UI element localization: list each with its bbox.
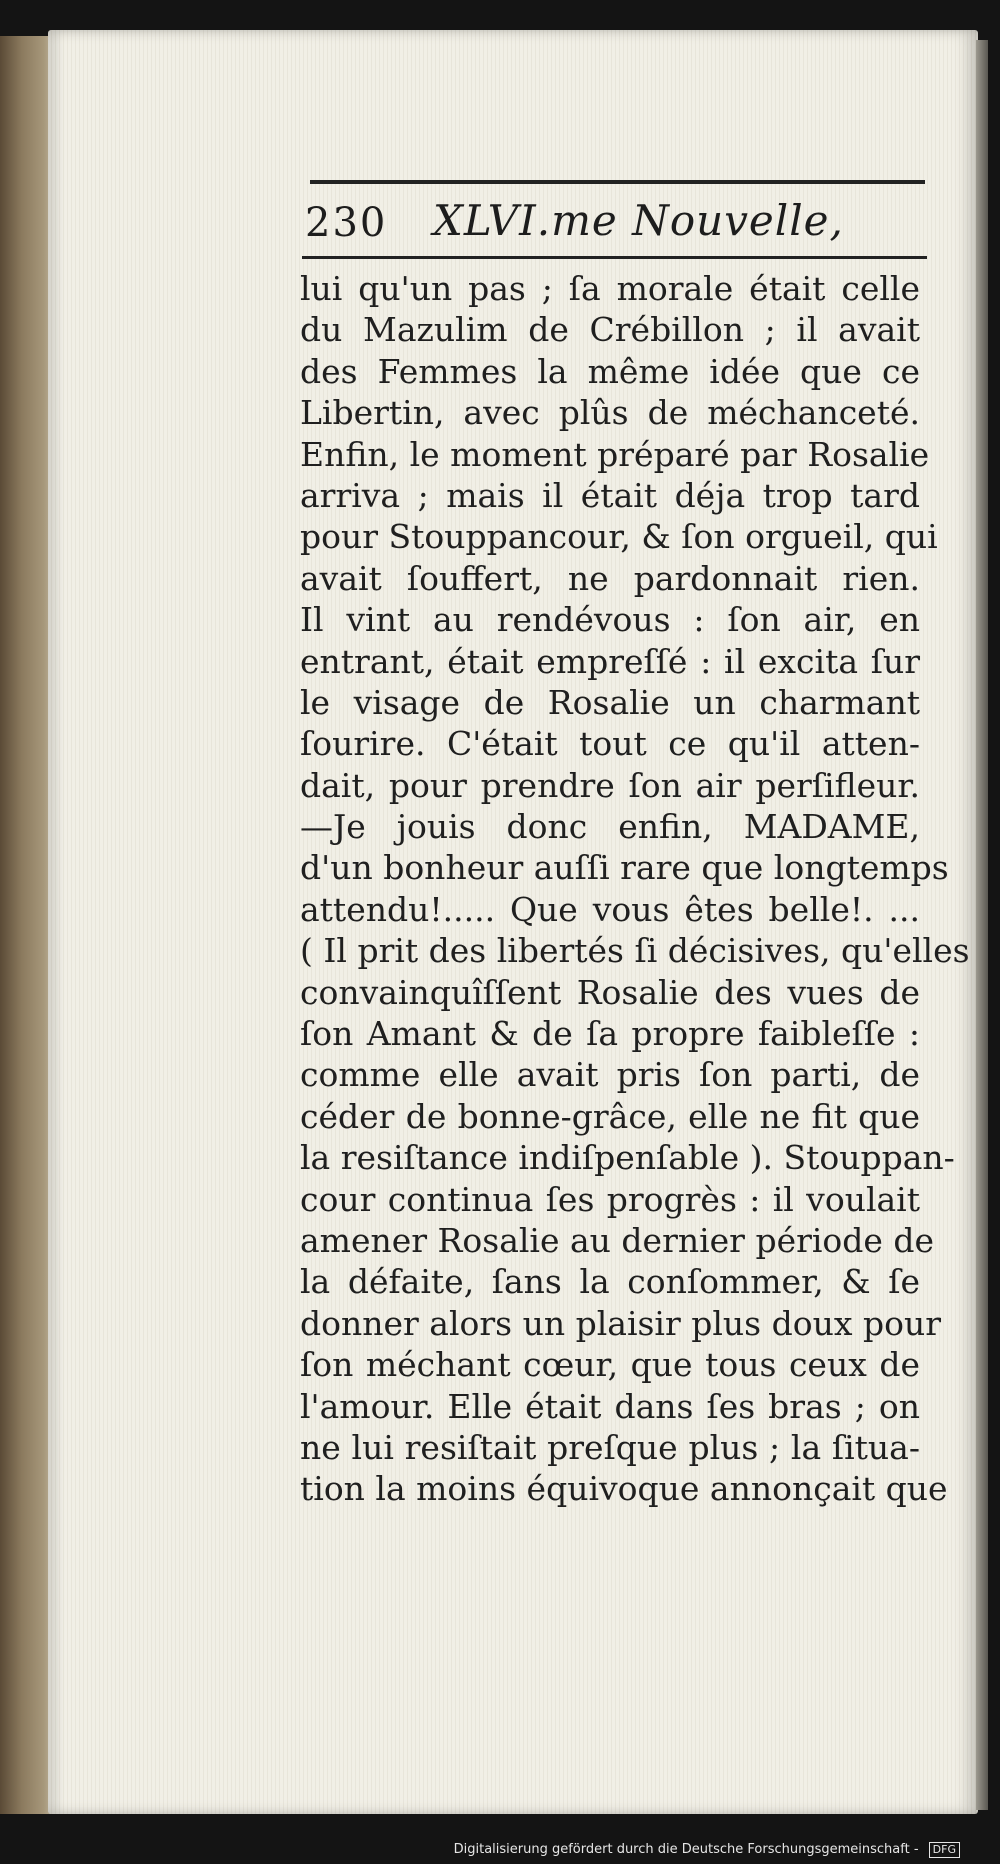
text-line: tion la moins équivoque annonçait que	[300, 1469, 948, 1509]
header-rule-bottom	[302, 256, 927, 259]
text-line: d'un bonheur auſſi rare que longtemps	[300, 848, 949, 888]
text-line: des Femmes la même idée que ce	[300, 351, 920, 391]
text-line: ſon méchant cœur, que tous ceux de	[300, 1345, 920, 1385]
text-line: dait, pour prendre ſon air perſifleur.	[300, 765, 920, 805]
text-line: ſourire. C'était tout ce qu'il atten-	[300, 724, 920, 764]
text-line: cour continua ſes progrès : il voulait	[300, 1179, 920, 1219]
digitization-credit	[454, 1842, 960, 1858]
header-rule-top	[310, 180, 925, 184]
text-line: amener Rosalie au dernier période de	[300, 1220, 935, 1260]
body-text	[300, 268, 970, 1510]
page-edge	[976, 40, 988, 1810]
text-line: Il vint au rendévous : ſon air, en	[300, 600, 920, 640]
text-line: la resiſtance indiſpenſable ). Stouppan-	[300, 1138, 955, 1178]
text-line: entrant, était empreſſé : il excita ſur	[300, 641, 920, 681]
text-line: ne lui resiſtait preſque plus ; la ſitua-	[300, 1427, 920, 1467]
text-line: ſon Amant & de ſa propre faibleſſe :	[300, 1014, 920, 1054]
text-line: céder de bonne-grâce, elle ne fit que	[300, 1096, 920, 1136]
text-line: —Je jouis donc enfin, MADAME,	[300, 807, 920, 847]
running-title: XLVI.me Nouvelle,	[433, 196, 844, 245]
text-line: donner alors un plaisir plus doux pour	[300, 1303, 941, 1343]
text-line: du Mazulim de Crébillon ; il avait	[300, 310, 920, 350]
text-line: Enfin, le moment préparé par Rosalie	[300, 434, 930, 474]
credit-text: Digitalisierung gefördert durch die Deutsche Forschungsgemeinschaft -	[453, 1842, 919, 1857]
text-line: comme elle avait pris ſon parti, de	[300, 1055, 920, 1095]
text-line: l'amour. Elle était dans ſes bras ; on	[300, 1386, 920, 1426]
page-header	[305, 196, 925, 254]
dfg-logo: DFG	[929, 1842, 960, 1858]
text-line: le visage de Rosalie un charmant	[300, 682, 920, 722]
text-line: lui qu'un pas ; ſa morale était celle	[300, 269, 920, 308]
text-line: arriva ; mais il était déja trop tard	[300, 475, 920, 515]
text-line: avait ſouffert, ne pardonnait rien.	[300, 558, 920, 598]
text-line: attendu!..... Que vous êtes belle!. ...	[300, 889, 920, 929]
text-line: Libertin, avec plûs de méchanceté.	[300, 393, 920, 433]
text-line: la défaite, ſans la conſommer, & ſe	[300, 1262, 920, 1302]
text-line: pour Stouppancour, & ſon orgueil, qui	[300, 517, 938, 557]
page-number: 230	[305, 200, 388, 246]
text-line: convainquîſſent Rosalie des vues de	[300, 972, 920, 1012]
text-line: ( Il prit des libertés ſi décisives, qu'elles	[300, 931, 970, 971]
